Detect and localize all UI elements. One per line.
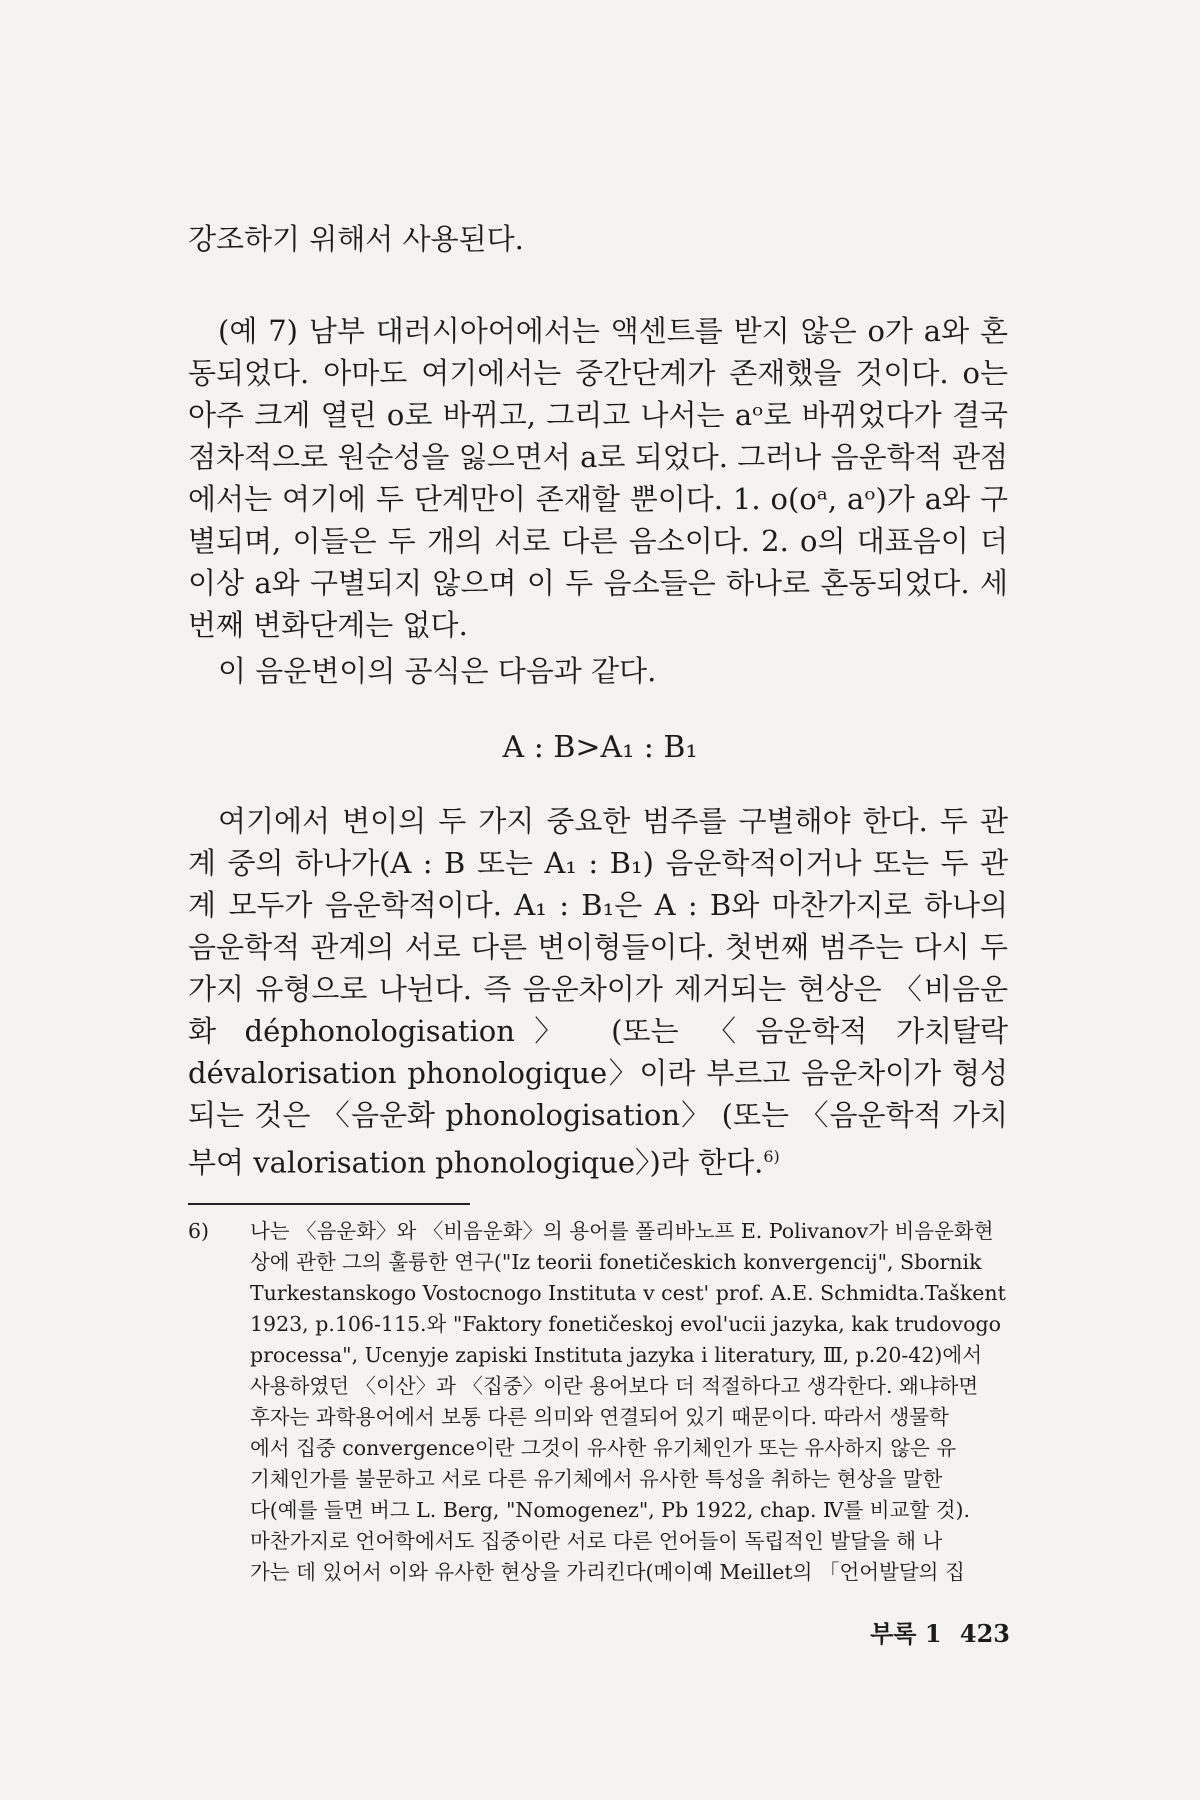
footer-section: 부록 1 — [870, 1619, 942, 1648]
categories-text — [188, 800, 1008, 1184]
footnote-divider — [188, 1203, 470, 1205]
footnote — [188, 1216, 1008, 1588]
footnote-line: 후자는 과학용어에서 보통 다른 의미와 연결되어 있기 때문이다. 따라서 생물학 — [250, 1405, 949, 1429]
example-paragraph — [188, 310, 1008, 646]
footnote-line: 상에 관한 그의 훌륭한 연구("Iz teorii fonetičeskich konvergencij", Sbornik — [250, 1250, 982, 1274]
footnote-line: 사용하였던 〈이산〉과 〈집중〉이란 용어보다 더 적절하다고 생각한다. 왜냐하면 — [250, 1374, 979, 1398]
page-footer — [860, 1614, 1010, 1649]
formula-intro — [188, 650, 1008, 692]
categories-text-body: 여기에서 변이의 두 가지 중요한 범주를 구별해야 한다. 두 관계 중의 하나가(A : B 또는 A₁ : B₁) 음운학적이거나 또는 두 관계 모두가 음운학적이다. A₁ : B₁은 A : B와 마찬가지로 하나의 음운학적 관계의 서로 다른 변이형들이다. 첫번째 범주는 다시 두 가지 유형으로 나뉜다. 즉 음운차이가 제거되는 현상은 〈비음운화 déphonologisation〉 (또는 〈음운학적 가치탈락 dévalorisation phonologique〉이라 부르고 음운차이가 형성되는 것은 〈음운화 phonologisation〉 (또는 〈음운학적 가치부여 valorisation phonologique〉)라 한다. — [188, 804, 1008, 1180]
example-text: (예 7) 남부 대러시아어에서는 액센트를 받지 않은 o가 a와 혼동되었다. 아마도 여기에서는 중간단계가 존재했을 것이다. o는 아주 크게 열린 o로 바뀌고, 그리고 나서는 aᵒ로 바뀌었다가 결국 점차적으로 원순성을 잃으면서 a로 되었다. 그러나 음운학적 관점에서는 여기에 두 단계만이 존재할 뿐이다. 1. o(oᵃ, aᵒ)가 a와 구별되며, 이들은 두 개의 서로 다른 음소이다. 2. o의 대표음이 더 이상 a와 구별되지 않으며 이 두 음소들은 하나로 혼동되었다. 세번째 변화단계는 없다. — [188, 314, 1008, 642]
footnote-line: 나는 〈음운화〉와 〈비음운화〉의 용어를 폴리바노프 E. Polivanov가 비음운화현 — [250, 1219, 994, 1243]
continuation-paragraph — [188, 218, 1008, 260]
page-number: 423 — [959, 1619, 1010, 1648]
footnote-line: 에서 집중 convergence이란 그것이 유사한 유기체인가 또는 유사하지 않은 유 — [250, 1436, 957, 1460]
footnote-line: processa", Ucenyje zapiski Instituta jazyka i literatury, Ⅲ, p.20-42)에서 — [250, 1343, 983, 1367]
categories-paragraph — [188, 800, 1008, 1184]
footnote-number: 6) — [188, 1219, 210, 1243]
footnote-line: 다(예를 들면 버그 L. Berg, "Nomogenez", Pb 1922, chap. Ⅳ를 비교할 것). — [250, 1498, 971, 1522]
footnote-line: 마찬가지로 언어학에서도 집중이란 서로 다른 언어들이 독립적인 발달을 해 나 — [250, 1529, 943, 1553]
continuation-text: 강조하기 위해서 사용된다. — [188, 222, 524, 256]
footnote-line: 기체인가를 불문하고 서로 다른 유기체에서 유사한 특성을 취하는 현상을 말한 — [250, 1467, 943, 1491]
footnote-line: Turkestanskogo Vostocnogo Instituta v cest' prof. A.E. Schmidta.Taškent — [250, 1281, 1006, 1305]
formula-intro-text: 이 음운변이의 공식은 다음과 같다. — [218, 654, 657, 688]
footnote-body — [250, 1216, 1008, 1588]
formula: A : B>A₁ : B₁ — [502, 730, 698, 765]
footnote-ref: 6) — [763, 1147, 780, 1166]
footnote-line: 가는 데 있어서 이와 유사한 현상을 가리킨다(메이예 Meillet의 「언어발달의 집 — [250, 1560, 965, 1584]
footnote-line: 1923, p.106-115.와 "Faktory fonetičeskoj evol'ucii jazyka, kak trudovogo — [250, 1312, 1001, 1336]
